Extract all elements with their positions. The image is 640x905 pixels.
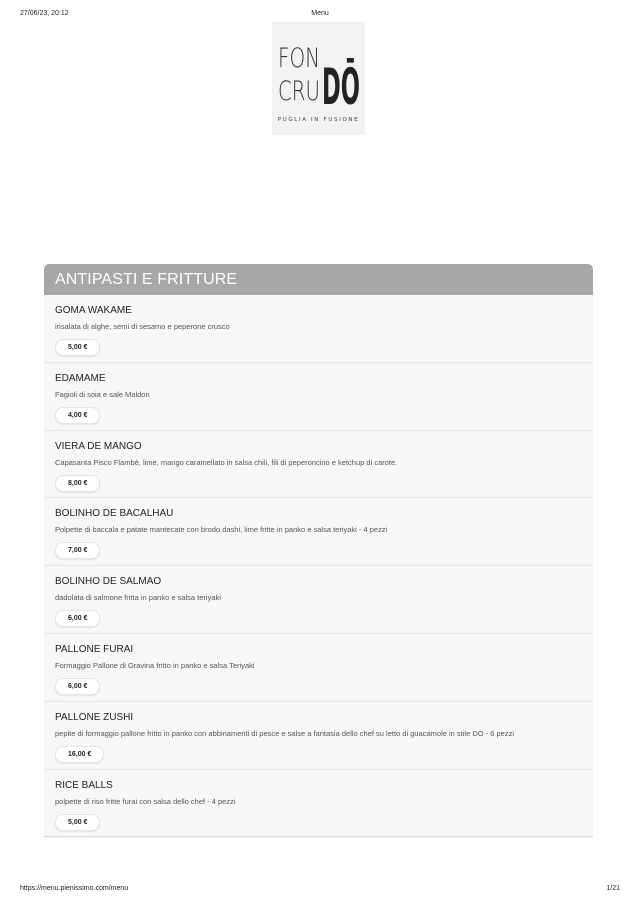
- print-title: Menu: [311, 10, 329, 17]
- menu-item[interactable]: [44, 770, 593, 838]
- item-description: Formaggio Pallone di Gravina fritto in panko e salsa Teriyaki: [55, 660, 255, 670]
- item-description: Fagioli di soia e sale Maldon: [55, 389, 150, 399]
- item-name: EDAMAME: [55, 372, 106, 384]
- logo-big-letters: DŌ: [322, 58, 360, 116]
- price-badge: 5,00 €: [55, 339, 100, 356]
- item-name: PALLONE FURAI: [55, 643, 134, 655]
- menu-item[interactable]: [44, 634, 593, 702]
- item-description: Capasanta Pisco Flambè, lime, mango caramellato in salsa chili, fili di peperoncino e ketchup di carote.: [55, 457, 398, 467]
- price-badge: 5,00 €: [55, 814, 100, 831]
- print-page-number: 1/21: [606, 885, 620, 892]
- price-badge: 4,00 €: [55, 407, 100, 424]
- menu-item[interactable]: [44, 295, 593, 363]
- item-name: GOMA WAKAME: [55, 305, 132, 316]
- menu-section-antipasti: [44, 264, 593, 838]
- menu-item[interactable]: [44, 431, 593, 499]
- section-title: ANTIPASTI E FRITTURE: [44, 264, 593, 295]
- item-name: RICE BALLS: [55, 779, 113, 791]
- restaurant-logo: [272, 22, 365, 135]
- price-badge: 16,00 €: [55, 746, 104, 763]
- item-description: insalata di alghe, semi di sesamo e peperone crusco: [55, 322, 230, 331]
- logo-line1: FON: [278, 43, 320, 74]
- menu-item[interactable]: [44, 702, 593, 770]
- item-name: BOLINHO DE SALMAO: [55, 576, 162, 588]
- logo-line2: CRU: [278, 76, 320, 107]
- item-description: pepite di formaggio pallone fritto in panko con abbinamenti di pesce e salse a fantasia dello chef su letto di guacamole in stile DO - 6 pezzi: [55, 728, 515, 738]
- print-datetime: 27/06/23, 20:12: [20, 10, 69, 17]
- item-name: BOLINHO DE BACALHAU: [55, 508, 174, 520]
- print-url: https://menu.pienissimo.com/menu: [20, 885, 129, 892]
- menu-item[interactable]: [44, 363, 593, 431]
- menu-item[interactable]: [44, 566, 593, 634]
- item-description: dadolata di salmone fritta in panko e salsa teriyaki: [55, 593, 221, 603]
- item-name: PALLONE ZUSHI: [55, 711, 134, 723]
- price-badge: 6,00 €: [55, 610, 100, 627]
- price-badge: 6,00 €: [55, 678, 100, 695]
- menu-item[interactable]: [44, 498, 593, 566]
- price-badge: 7,00 €: [55, 542, 100, 559]
- item-description: polpette di riso fritte furai con salsa dello chef - 4 pezzi: [55, 796, 236, 806]
- logo-tagline: PUGLIA IN FUSIONE: [277, 117, 360, 123]
- item-name: VIERA DE MANGO: [55, 440, 142, 452]
- price-badge: 8,00 €: [55, 475, 100, 492]
- item-description: Polpette di baccala e patate mantecate con brodo dashi, lime fritte in panko e salsa teriyaki - 4 pezzi: [55, 525, 388, 535]
